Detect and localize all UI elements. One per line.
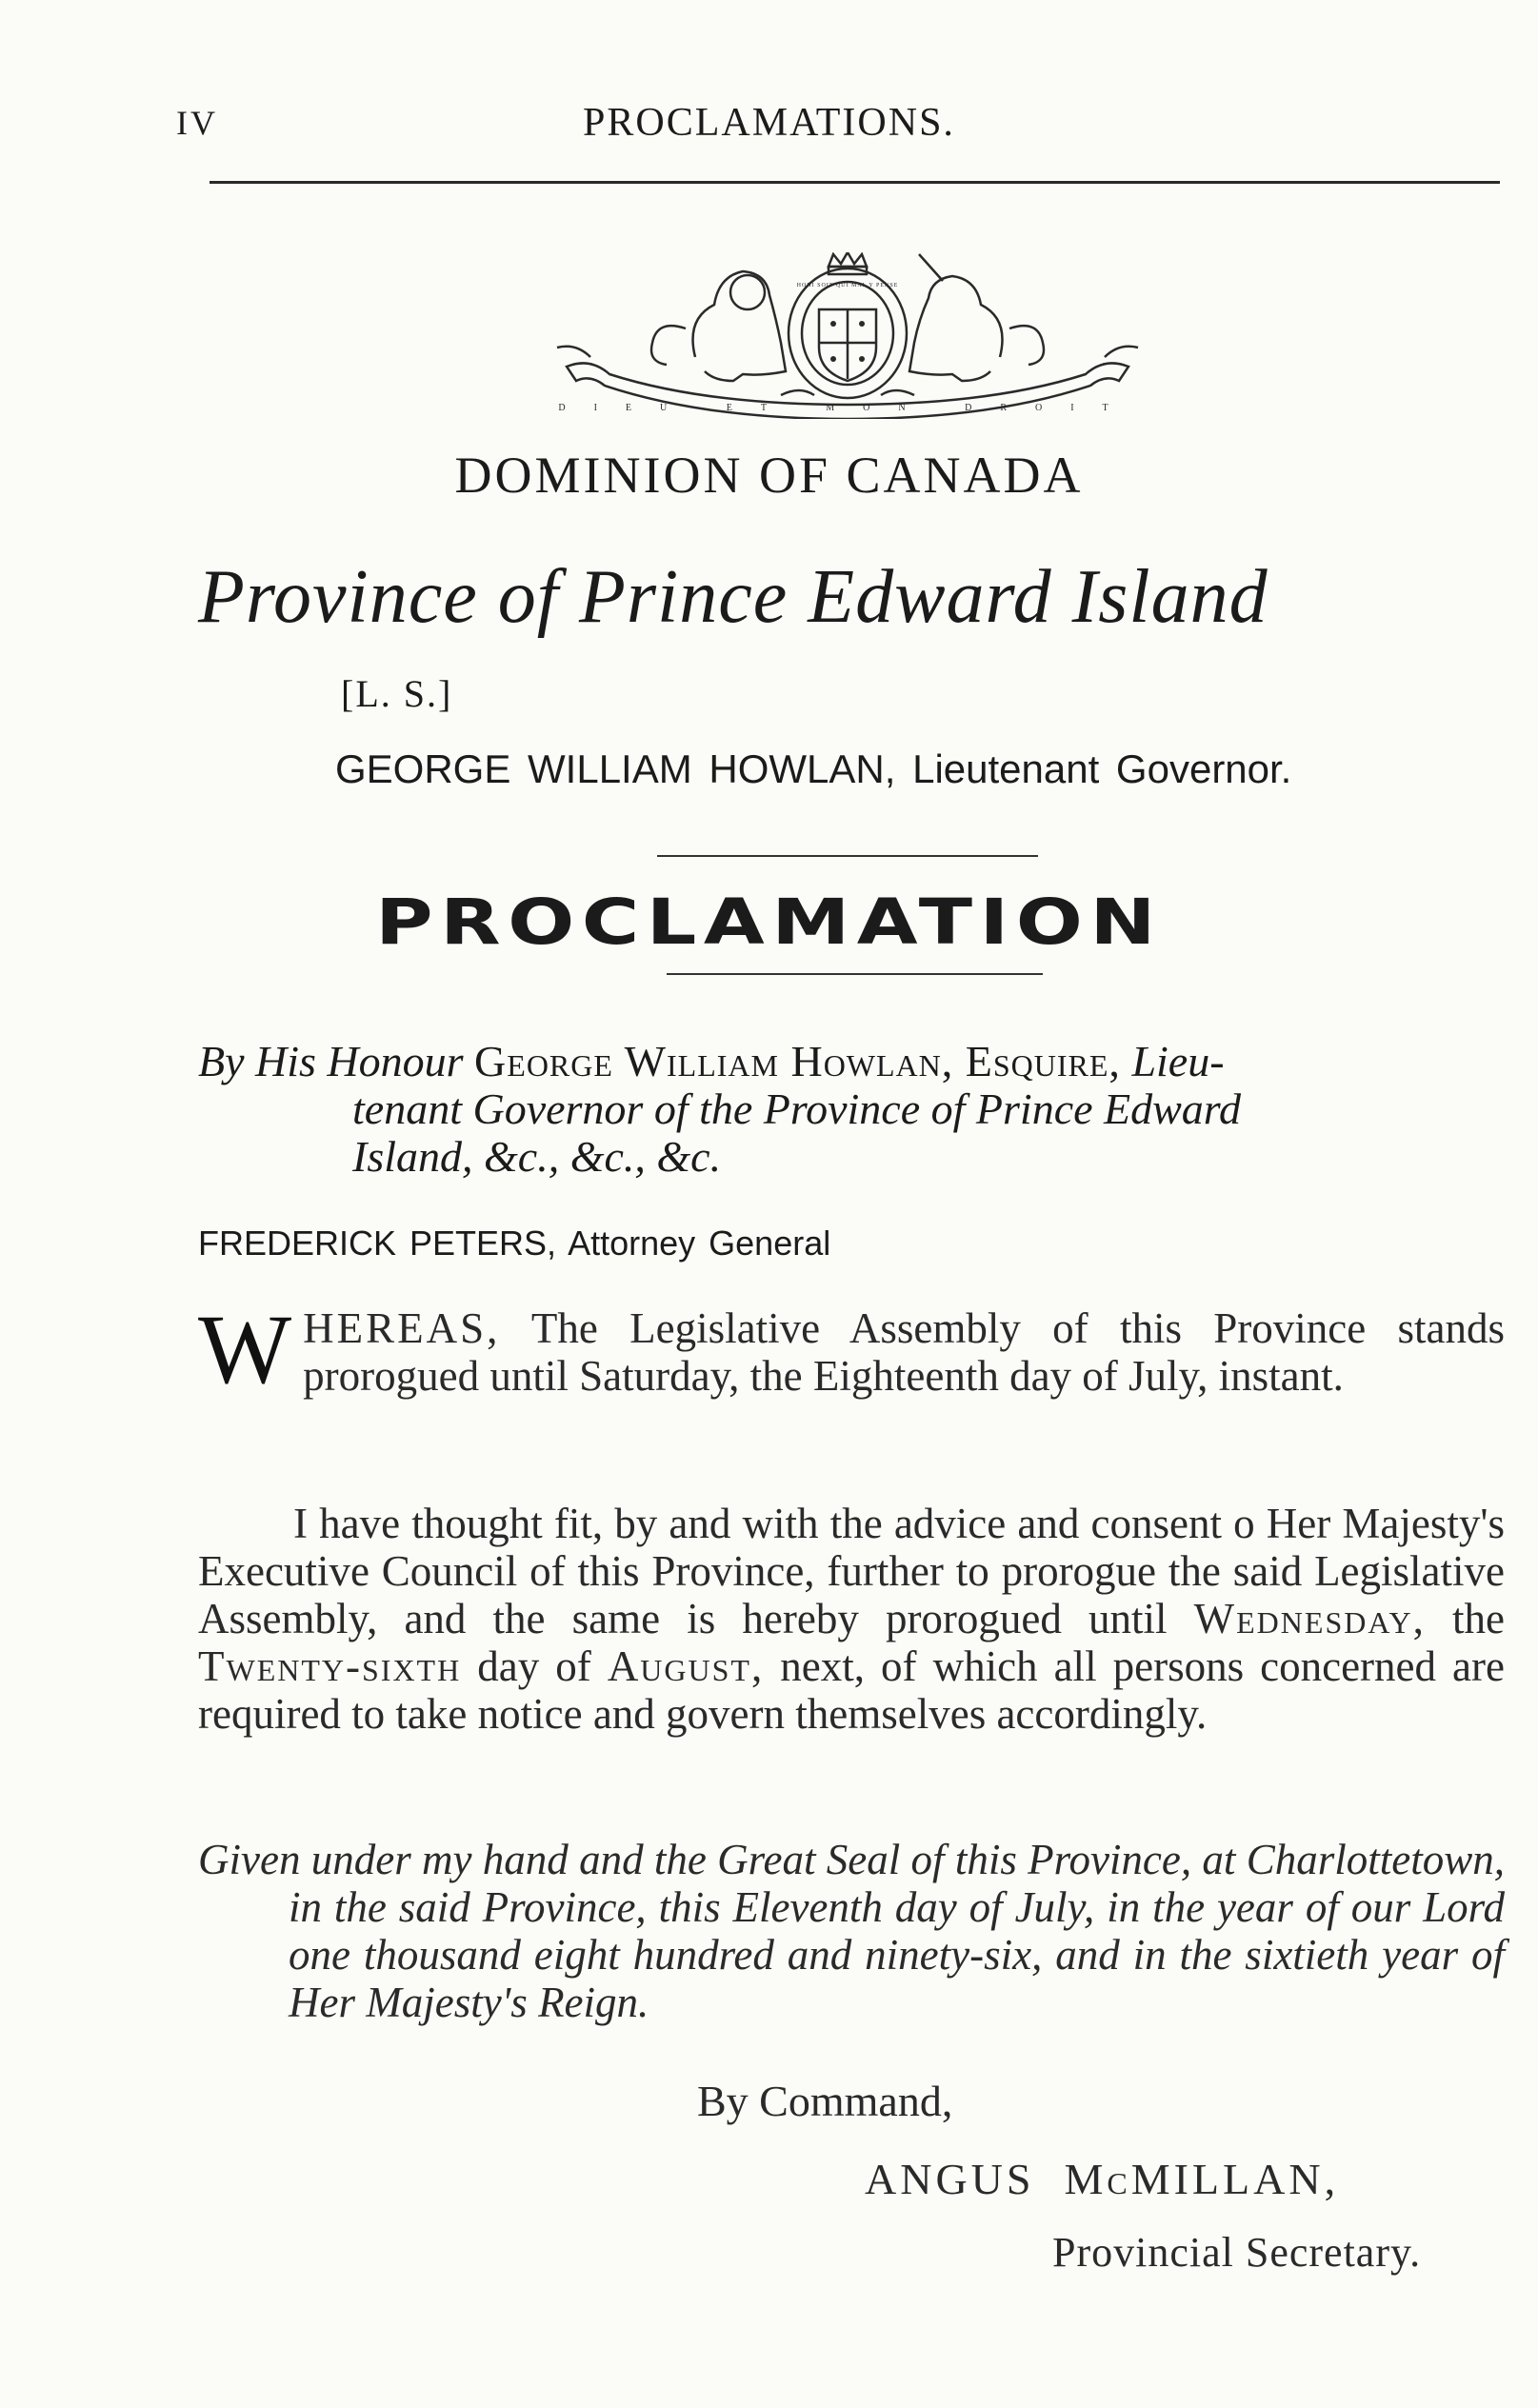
prorogue-text-3: day of (461, 1642, 608, 1690)
whereas-paragraph (198, 1295, 1505, 1404)
proclamation-title: PROCLAMATION (375, 886, 1163, 959)
prorogue-august: August, (607, 1642, 765, 1690)
governor-line: GEORGE WILLIAM HOWLAN, Lieutenant Governor. (335, 746, 1292, 791)
whereas-first-word: HEREAS, (303, 1304, 501, 1352)
header-rule (210, 181, 1500, 184)
signatory-first-name: ANGUS (865, 2155, 1035, 2203)
by-command: By Command, (697, 2077, 953, 2125)
dominion-heading: DOMINION OF CANADA (454, 447, 1084, 504)
signatory-last-name: McMILLAN, (1064, 2155, 1340, 2203)
title-line-3: Island, &c., &c., &c. (352, 1132, 722, 1181)
province-heading: Province of Prince Edward Island (198, 555, 1268, 639)
signatory-name (865, 2154, 1339, 2204)
by-honour-prefix: By His Honour (198, 1037, 464, 1085)
seal-mark: [L. S.] (341, 672, 453, 715)
prorogue-twenty-sixth: Twenty-sixth (198, 1642, 462, 1690)
prorogue-text-1: I have thought fit, by and with the advice and consent o Her Majesty's Executive Council of this Province, further to prorogue the said Legislative Assembly, and the same is hereby prorogued until (198, 1500, 1505, 1642)
divider-bottom (667, 973, 1043, 975)
royal-coat-of-arms-icon (552, 252, 1143, 419)
prorogue-text-2: the (1425, 1595, 1505, 1642)
prorogue-text-4: next, of which all persons concerned are required to take notice and govern themselves accordingly. (198, 1642, 1505, 1738)
crest-motto: DIEU ET MON DROIT (558, 403, 1137, 413)
prorogue-paragraph (198, 1500, 1505, 1738)
given-under-paragraph: Given under my hand and the Great Seal of this Province, at Charlottetown, in the said Province, this Eleventh day of July, in the year of our Lord one thousand eight hundred and ninety-six, and in the sixtieth year of Her Majesty's Reign. (198, 1836, 1505, 2026)
crest-garter-motto: HONI SOIT QUI MAL Y PENSE (796, 283, 899, 289)
page-number: IV (176, 104, 218, 142)
running-title: PROCLAMATIONS. (583, 101, 955, 145)
title-line-2: tenant Governor of the Province of Prince Edward (352, 1085, 1242, 1133)
whereas-text: The Legislative Assembly of this Province stands prorogued until Saturday, the Eighteenth day of July, instant. (303, 1304, 1505, 1400)
prorogue-wednesday: Wednesday, (1193, 1595, 1426, 1642)
by-honour-block (198, 1038, 1505, 1181)
divider-top (657, 855, 1038, 857)
governor-name: George William Howlan, Esquire, (474, 1037, 1121, 1085)
title-line-1: Lieu- (1131, 1037, 1225, 1085)
drop-cap: W (198, 1295, 292, 1404)
attorney-line: FREDERICK PETERS, Attorney General (198, 1224, 831, 1263)
signatory-title: Provincial Secretary. (1052, 2229, 1422, 2276)
